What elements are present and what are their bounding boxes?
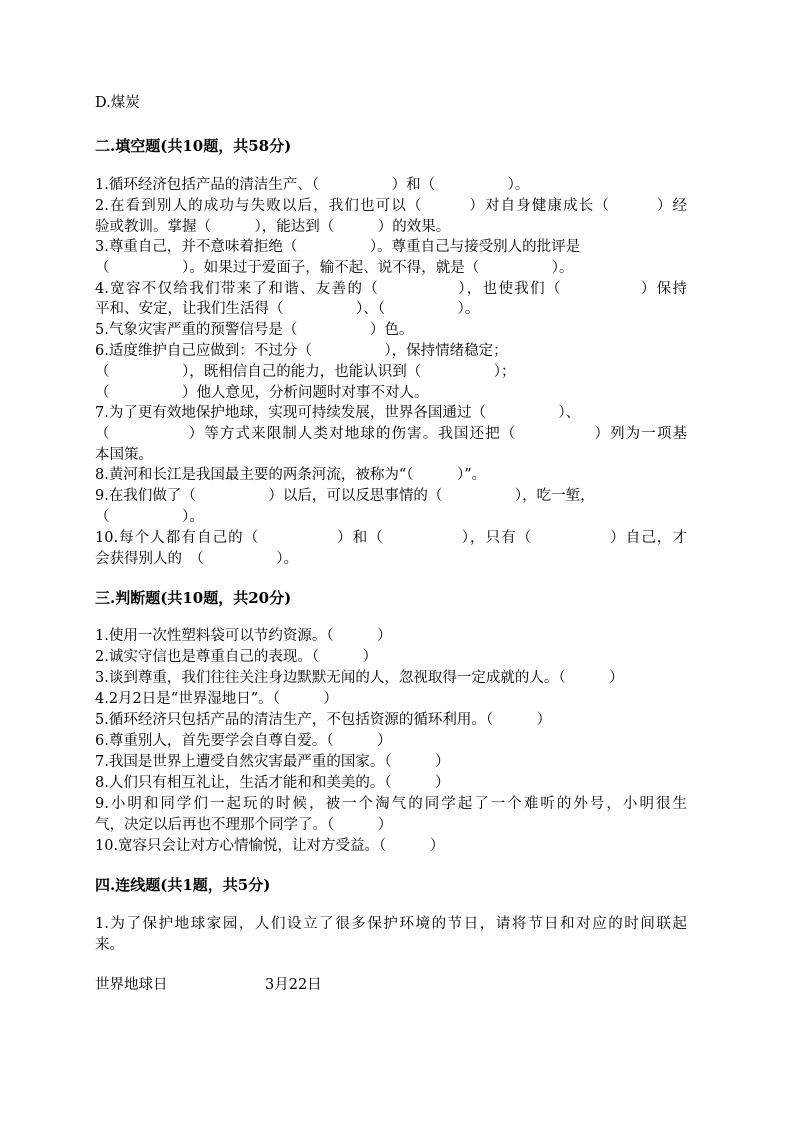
fill-q9-line2: （ ）。 [95, 509, 204, 525]
option-d: D.煤炭 [95, 95, 140, 111]
match-q1-line1: 1.为了保护地球家园，人们设立了很多保护环境的节日，请将节日和对应的时间联起 [95, 916, 687, 932]
fill-q2-line1: 2.在看到别人的成功与失败以后，我们也可以（ ）对自身健康成长（ ）经 [95, 198, 687, 214]
section-title-fill-in: 二.填空题(共10题，共58分) [95, 137, 292, 155]
fill-q5: 5.气象灾害严重的预警信号是（ ）色。 [95, 322, 414, 338]
fill-q3-line1: 3.尊重自己，并不意味着拒绝（ ）。尊重自己与接受别人的批评是 [95, 239, 581, 255]
fill-q6-line3: （ ）他人意见，分析问题时对事不对人。 [95, 385, 429, 401]
tf-q9-line2: 气，决定以后再也不理那个同学了。（ ） [95, 817, 393, 833]
fill-q4-line2: 平和、安定，让我们生活得（ ）、（ ）。 [95, 301, 480, 317]
fill-q7-line2: （ ）等方式来限制人类对地球的伤害。我国还把（ ）列为一项基 [95, 426, 687, 442]
section-title-true-false: 三.判断题(共10题，共20分) [95, 589, 292, 607]
fill-q6-line2: （ ），既相信自己的能力，也能认识到（ ）； [95, 364, 516, 380]
fill-q3-line2: （ ）。如果过于爱面子，输不起、说不得，就是（ ）。 [95, 260, 574, 276]
fill-q2-line2: 验或教训。掌握（ ），能达到（ ）的效果。 [95, 219, 451, 235]
tf-q3: 3.谈到尊重，我们往往关注身边默默无闻的人，忽视取得一定成就的人。（ ） [95, 670, 624, 686]
fill-q7-line1: 7.为了更有效地保护地球，实现可持续发展，世界各国通过（ ）、 [95, 405, 581, 421]
tf-q4: 4.2月2日是“世界湿地日”。（ ） [95, 691, 338, 707]
fill-q10-line2: 会获得别人的 （ ）。 [95, 551, 298, 567]
fill-q9-line1: 9.在我们做了（ ）以后，可以反思事情的（ ），吃一堑， [95, 488, 595, 504]
fill-q10-line1: 10.每个人都有自己的（ ）和（ ），只有（ ）自己，才 [95, 530, 687, 546]
fill-q1: 1.循环经济包括产品的清洁生产、（ ）和（ ）。 [95, 177, 530, 193]
tf-q2: 2.诚实守信也是尊重自己的表现。（ ） [95, 649, 378, 665]
fill-q6-line1: 6.适度维护自己应做到：不过分（ ），保持情绪稳定； [95, 343, 508, 359]
match-item-date: 3月22日 [265, 977, 322, 993]
tf-q1: 1.使用一次性塑料袋可以节约资源。（ ） [95, 628, 392, 644]
fill-q4-line1: 4.宽容不仅给我们带来了和谐、友善的（ ），也使我们（ ）保持 [95, 281, 687, 297]
section-title-matching: 四.连线题(共1题，共5分) [95, 876, 271, 894]
match-item-festival: 世界地球日 [95, 977, 168, 993]
tf-q6: 6.尊重别人，首先要学会自尊自爱。（ ） [95, 733, 392, 749]
tf-q5: 5.循环经济只包括产品的清洁生产，不包括资源的循环利用。（ ） [95, 712, 552, 728]
tf-q9-line1: 9.小明和同学们一起玩的时候，被一个淘气的同学起了一个难听的外号，小明很生 [95, 796, 687, 812]
match-q1-line2: 来。 [95, 937, 124, 953]
fill-q8: 8.黄河和长江是我国最主要的两条河流，被称为“（ ）”。 [95, 467, 487, 483]
tf-q10: 10.宽容只会让对方心情愉悦，让对方受益。（ ） [95, 838, 445, 854]
tf-q7: 7.我国是世界上遭受自然灾害最严重的国家。（ ） [95, 754, 450, 770]
tf-q8: 8.人们只有相互礼让，生活才能和和美美的。（ ） [95, 775, 450, 791]
fill-q7-line3: 本国策。 [95, 447, 153, 463]
